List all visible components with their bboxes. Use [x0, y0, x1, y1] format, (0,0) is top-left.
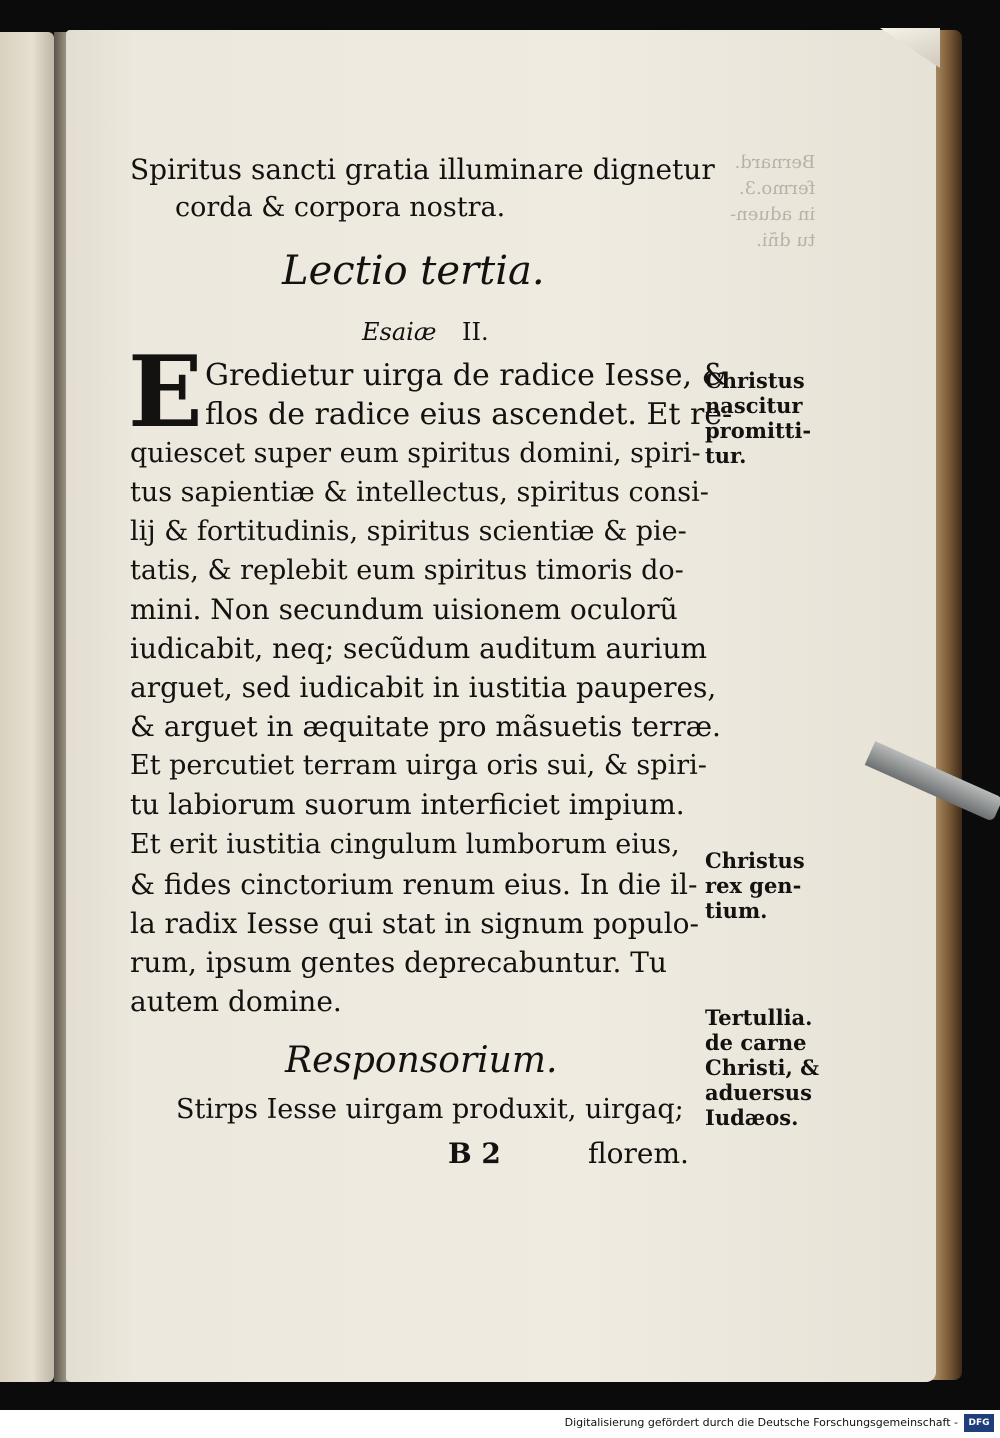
body-line: arguet, sed iudicabit in iustitia pauperes, — [130, 671, 717, 704]
bleed-line: tu dñi. — [756, 230, 816, 251]
page-heading-line-1: Spiritus sancti gratia illuminare dignetur — [130, 153, 715, 186]
margin-note-line: Christus — [705, 848, 805, 873]
responsorium-line: Stirps Iesse uirgam produxit, uirgaq; — [176, 1094, 684, 1125]
margin-note-line: Christus — [705, 368, 805, 393]
body-line: Et percutiet terram uirga oris sui, & spiri- — [130, 750, 707, 781]
page-heading-line-2: corda & corpora nostra. — [175, 192, 506, 223]
margin-note-line: aduersus — [705, 1080, 812, 1105]
chapter-reference — [362, 318, 489, 346]
margin-note-line: Tertullia. — [705, 1005, 813, 1030]
margin-note-tertullian — [705, 1005, 819, 1130]
footer-bar — [0, 1410, 1000, 1438]
body-line: Et erit iustitia cingulum lumborum eius, — [130, 829, 680, 860]
left-page-edge — [0, 32, 54, 1382]
body-line: tu labiorum suorum interficiet impium. — [130, 788, 685, 821]
body-line: iudicabit, neq; secũdum auditum aurium — [130, 632, 708, 665]
body-line: tatis, & replebit eum spiritus timoris do- — [130, 555, 684, 586]
responsorium-title: Responsorium. — [285, 1040, 558, 1081]
margin-note-line: nascitur — [705, 393, 803, 418]
chapter-book: Esaiæ — [362, 318, 437, 346]
body-line: Gredietur uirga de radice Iesse, & — [205, 358, 729, 393]
bleed-line: fermo.3. — [738, 178, 816, 199]
body-line: flos de radice eius ascendet. Et re- — [205, 397, 733, 432]
body-line: mini. Non secundum uisionem oculorũ — [130, 593, 678, 626]
catchword: florem. — [588, 1137, 689, 1170]
bleed-line: in aduen- — [730, 204, 816, 225]
margin-note-line: rex gen- — [705, 873, 802, 898]
bleed-line: Bernard. — [734, 152, 816, 173]
drop-cap: E — [128, 335, 203, 450]
page-signature: B 2 — [448, 1137, 501, 1170]
body-line: autem domine. — [130, 985, 342, 1018]
margin-note-line: de carne — [705, 1030, 807, 1055]
body-line: & arguet in æquitate pro mãsuetis terræ. — [130, 710, 721, 743]
margin-note-line: promitti- — [705, 418, 812, 443]
body-line: quiescet super eum spiritus domini, spiri- — [130, 438, 701, 469]
margin-note-line: Christi, & — [705, 1055, 820, 1080]
body-line: la radix Iesse qui stat in signum populo- — [130, 907, 699, 940]
margin-note-christus-rex — [705, 848, 805, 923]
chapter-number: II. — [462, 318, 489, 346]
margin-note-line: tium. — [705, 898, 768, 923]
margin-note-line: Iudæos. — [705, 1105, 799, 1130]
body-line: & fides cinctorium renum eius. In die il- — [130, 868, 698, 901]
body-line: rum, ipsum gentes deprecabuntur. Tu — [130, 946, 667, 979]
body-line: tus sapientiæ & intellectus, spiritus consi- — [130, 477, 709, 508]
margin-note-christus-nascitur — [705, 368, 811, 468]
section-title: Lectio tertia. — [282, 248, 545, 294]
funding-credit: Digitalisierung gefördert durch die Deutsche Forschungsgemeinschaft - — [564, 1416, 958, 1429]
body-line: lij & fortitudinis, spiritus scientiæ & pie- — [130, 516, 687, 547]
bleed-through-text — [730, 150, 815, 254]
dfg-logo-icon: DFG — [964, 1414, 994, 1432]
margin-note-line: tur. — [705, 443, 747, 468]
